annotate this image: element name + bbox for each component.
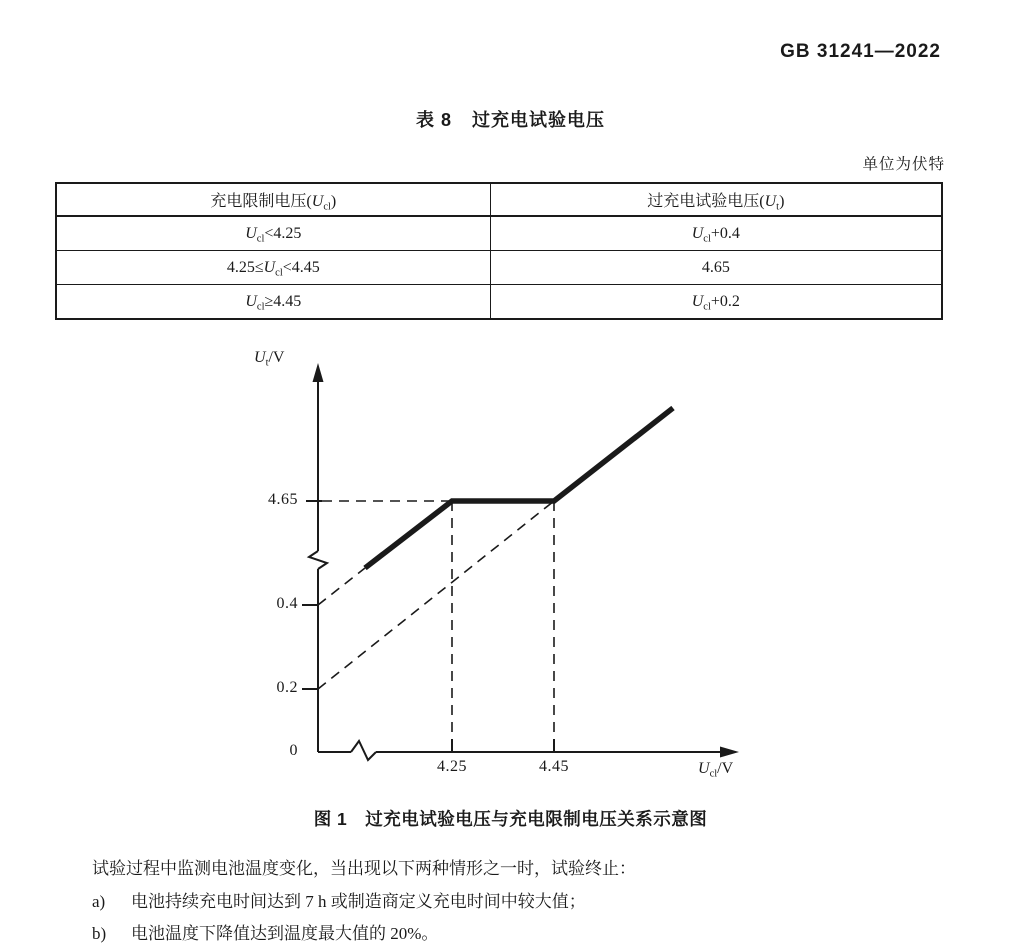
note-marker: b) [92, 924, 107, 943]
xtick-label-4-25: 4.25 [437, 758, 467, 775]
expr-pre: 过充电试验电压( [647, 193, 765, 210]
y-axis-break-icon [309, 551, 327, 569]
expr-var: U [245, 292, 257, 310]
note-marker: a) [92, 891, 106, 911]
expr-var: U [263, 258, 276, 276]
math-expression [702, 259, 730, 276]
y-axis-title [254, 349, 284, 367]
expr-var: U [764, 193, 777, 210]
chart-canvas [240, 348, 785, 793]
expr-var: U [311, 193, 324, 210]
math-expression [647, 193, 785, 213]
expr-sub: t [265, 357, 269, 369]
y-axis-arrow-icon [313, 363, 324, 382]
expr-var: U [245, 224, 257, 242]
expr-sub: cl [709, 768, 718, 780]
dashed-line-ucl-plus-0-4 [318, 568, 365, 605]
expr-pre: 4.65 [701, 258, 730, 276]
notes-intro: 试验过程中监测电池温度变化，当出现以下两种情形之一时，试验终止： [92, 859, 636, 878]
unit-note: 单位为伏特 [862, 156, 945, 173]
cell-test-voltage [490, 285, 942, 320]
col-header-charge-limit-voltage [56, 183, 490, 216]
x-axis-arrow-icon [720, 747, 739, 758]
note-item-b [92, 918, 942, 947]
expr-sub: cl [703, 301, 711, 312]
expr-sub: t [776, 201, 780, 213]
expr-post: /V [268, 349, 285, 366]
cell-test-voltage [490, 216, 942, 251]
x-axis-break-icon [351, 741, 376, 760]
math-expression [227, 259, 320, 276]
dashed-line-ucl-plus-0-2 [318, 501, 554, 689]
expr-pre: 4.25≤ [226, 258, 264, 276]
ytick-label-0-4: 0.4 [276, 595, 298, 612]
math-expression [210, 193, 337, 213]
table-row [56, 285, 942, 320]
expr-post: ) [330, 193, 337, 210]
col-header-overcharge-test-voltage [490, 183, 942, 216]
note-text: 电池持续充电时间达到 7 h 或制造商定义充电时间中较大值； [131, 891, 586, 911]
expr-post: ) [779, 193, 785, 210]
xtick-label-4-45: 4.45 [539, 758, 569, 775]
table-caption-title: 过充电试验电压 [472, 110, 605, 130]
figure-caption [0, 806, 1021, 831]
expr-post: /V [717, 760, 734, 777]
relationship-chart [240, 348, 785, 793]
expr-var: U [691, 224, 704, 242]
expr-sub: cl [323, 201, 331, 213]
expr-pre: 充电限制电压( [210, 193, 312, 210]
note-item-a [92, 886, 942, 919]
math-expression [245, 225, 301, 242]
cell-test-voltage [490, 251, 942, 285]
cell-condition [56, 285, 490, 320]
expr-var: U [691, 292, 704, 310]
math-expression [692, 225, 740, 242]
note-text: 电池温度下降值达到温度最大值的 20%。 [131, 924, 439, 943]
figure-caption-title: 过充电试验电压与充电限制电压关系示意图 [365, 809, 708, 829]
table-row [56, 251, 942, 285]
notes-block [92, 853, 942, 947]
expr-sub: cl [703, 233, 711, 244]
expr-post: <4.45 [282, 258, 320, 276]
expr-post: +0.2 [710, 292, 740, 310]
math-expression [692, 293, 740, 310]
expr-sub: cl [256, 301, 265, 312]
x-axis-title [698, 760, 733, 778]
ytick-label-0-2: 0.2 [276, 679, 298, 696]
cell-condition [56, 251, 490, 285]
expr-post: <4.25 [264, 224, 302, 242]
ytick-label-4-65: 4.65 [268, 491, 298, 508]
figure-caption-label: 图 1 [313, 809, 348, 829]
expr-post: ≥4.45 [264, 292, 302, 310]
math-expression [245, 293, 301, 310]
standard-number: GB 31241—2022 [780, 41, 941, 62]
cell-condition [56, 216, 490, 251]
table-header-row [56, 183, 942, 216]
expr-sub: cl [256, 233, 265, 244]
expr-post: +0.4 [710, 224, 740, 242]
overcharge-voltage-table [55, 182, 943, 320]
table-row [56, 216, 942, 251]
table-caption-label: 表 8 [415, 110, 452, 130]
expr-sub: cl [275, 267, 283, 278]
table-caption [0, 106, 1021, 132]
ytick-label-0: 0 [289, 742, 298, 759]
expr-var: U [254, 349, 266, 366]
expr-var: U [698, 760, 710, 777]
test-voltage-curve [365, 408, 673, 568]
